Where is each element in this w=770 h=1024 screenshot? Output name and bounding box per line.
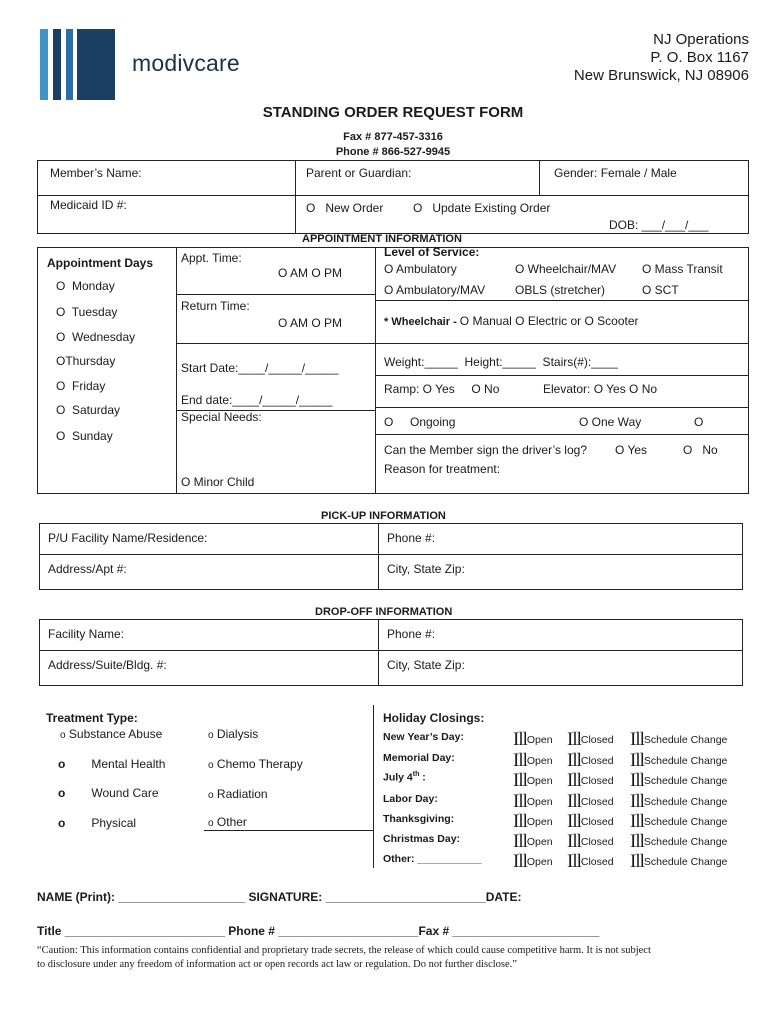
obls-radio[interactable]: OBLS (stretcher): [515, 283, 606, 297]
minor-child-radio[interactable]: O Minor Child: [181, 475, 255, 489]
checkbox-glyph-icon: Ill: [513, 811, 527, 832]
medicaid-id-field[interactable]: Medicaid ID #:: [50, 198, 127, 212]
pickup-address-field[interactable]: Address/Apt #:: [48, 562, 127, 576]
checkbox-glyph-icon: Ill: [513, 750, 527, 771]
logo-bar-light: [40, 29, 48, 100]
holiday-closed-checkbox[interactable]: [567, 750, 614, 772]
return-ampm-radio[interactable]: O AM O PM: [278, 316, 343, 330]
holiday-option-label: Open: [526, 734, 553, 746]
holiday-option-label: Closed: [580, 836, 614, 848]
checkbox-glyph-icon: Ill: [630, 770, 644, 791]
day-monday-radio[interactable]: O Monday: [56, 279, 115, 293]
special-needs-field[interactable]: Special Needs:: [181, 410, 262, 424]
checkbox-glyph-icon: Ill: [513, 791, 527, 812]
dropoff-address-field[interactable]: Address/Suite/Bldg. #:: [48, 658, 167, 672]
checkbox-glyph-icon: Ill: [567, 750, 581, 771]
day-friday-radio[interactable]: O Friday: [56, 379, 106, 393]
wheelchair-type-radios[interactable]: O Manual O Electric or O Scooter: [459, 314, 639, 328]
checkbox-glyph-icon: Ill: [567, 811, 581, 832]
holiday-closings-heading: Holiday Closings:: [383, 711, 485, 725]
pickup-facility-field[interactable]: P/U Facility Name/Residence:: [48, 531, 208, 545]
holiday-open-checkbox[interactable]: [513, 831, 553, 853]
ramp-radio[interactable]: Ramp: O Yes O No: [384, 382, 500, 396]
holiday-open-checkbox[interactable]: [513, 750, 553, 772]
holiday-option-label: Closed: [580, 796, 614, 808]
weight-height-stairs-field[interactable]: Weight:_____ Height:_____ Stairs(#):____: [384, 355, 618, 369]
address-line-2: P. O. Box 1167: [650, 49, 749, 66]
checkbox-glyph-icon: Ill: [630, 831, 644, 852]
dropoff-heading: DROP-OFF INFORMATION: [315, 606, 453, 618]
holiday-closed-checkbox[interactable]: [567, 811, 614, 833]
holiday-open-checkbox[interactable]: [513, 770, 553, 792]
holiday-schedule-change-checkbox[interactable]: [630, 851, 727, 873]
holiday-option-label: Closed: [580, 734, 614, 746]
signature-line-1[interactable]: NAME (Print): ___________________ SIGNATURE: ________________________DATE:: [37, 890, 522, 904]
gender-field[interactable]: Gender: Female / Male: [554, 166, 677, 180]
checkbox-glyph-icon: Ill: [630, 750, 644, 771]
ongoing-radio[interactable]: O Ongoing: [384, 415, 456, 429]
checkbox-glyph-icon: Ill: [513, 831, 527, 852]
dob-field[interactable]: DOB: ___/___/___: [609, 218, 709, 232]
level-of-service-label: Level of Service:: [384, 245, 480, 259]
holiday-option-label: Schedule Change: [643, 816, 728, 828]
appt-time-field[interactable]: Appt. Time:: [181, 251, 242, 265]
checkbox-glyph-icon: Ill: [513, 851, 527, 872]
holiday-option-label: Closed: [580, 775, 614, 787]
holiday-option-label: Open: [526, 796, 553, 808]
checkbox-glyph-icon: Ill: [567, 729, 581, 750]
holiday-open-checkbox[interactable]: [513, 791, 553, 813]
holiday-closed-checkbox[interactable]: [567, 851, 614, 873]
holiday-option-label: Schedule Change: [643, 836, 728, 848]
logo-bar-dark: [53, 29, 61, 100]
holiday-thanksgiving-label: Thanksgiving:: [383, 813, 455, 825]
holiday-schedule-change-checkbox[interactable]: [630, 831, 727, 853]
new-order-radio[interactable]: O New Order: [306, 201, 384, 215]
pickup-phone-field[interactable]: Phone #:: [387, 531, 436, 545]
sct-radio[interactable]: O SCT: [642, 283, 679, 297]
phone-number: Phone # 866-527-9945: [335, 146, 451, 158]
start-date-field[interactable]: Start Date:____/_____/_____: [181, 361, 339, 375]
appointment-heading: APPOINTMENT INFORMATION: [302, 233, 462, 245]
sign-log-no-radio[interactable]: O No: [683, 443, 718, 457]
treatment-other-underline: [204, 830, 373, 831]
day-wednesday-radio[interactable]: O Wednesday: [56, 330, 136, 344]
address-line-1: NJ Operations: [653, 31, 749, 48]
checkbox-glyph-icon: Ill: [567, 770, 581, 791]
treatment-chemo-therapy-radio[interactable]: o Chemo Therapy: [208, 757, 303, 771]
address-line-3: New Brunswick, NJ 08906: [573, 67, 749, 84]
holiday-closed-checkbox[interactable]: [567, 791, 614, 813]
holiday-schedule-change-checkbox[interactable]: [630, 770, 727, 792]
blank-option-radio[interactable]: O: [694, 415, 704, 429]
treatment-type-heading: Treatment Type:: [46, 711, 138, 725]
guardian-field[interactable]: Parent or Guardian:: [306, 166, 412, 180]
return-time-field[interactable]: Return Time:: [181, 299, 250, 313]
pickup-heading: PICK-UP INFORMATION: [321, 510, 446, 522]
holiday-new-years-label: New Year’s Day:: [383, 731, 464, 743]
appt-ampm-radio[interactable]: O AM O PM: [278, 266, 343, 280]
holiday-closed-checkbox[interactable]: [567, 831, 614, 853]
checkbox-glyph-icon: Ill: [630, 811, 644, 832]
holiday-closed-checkbox[interactable]: [567, 770, 614, 792]
holiday-christmas-label: Christmas Day:: [383, 833, 461, 845]
fax-number: Fax # 877-457-3316: [343, 131, 443, 143]
member-name-field[interactable]: Member’s Name:: [50, 166, 142, 180]
appointment-days-heading: Appointment Days: [47, 256, 154, 270]
day-saturday-radio[interactable]: O Saturday: [56, 403, 121, 417]
treatment-wound-care-radio[interactable]: o Wound Care: [58, 786, 159, 800]
treatment-radiation-radio[interactable]: o Radiation: [208, 787, 268, 801]
holiday-open-checkbox[interactable]: [513, 851, 553, 873]
holiday-schedule-change-checkbox[interactable]: [630, 811, 727, 833]
holiday-open-checkbox[interactable]: [513, 811, 553, 833]
holiday-schedule-change-checkbox[interactable]: [630, 791, 727, 813]
wheelchair-mav-radio[interactable]: O Wheelchair/MAV: [515, 262, 617, 276]
dropoff-facility-field[interactable]: Facility Name:: [48, 627, 125, 641]
holiday-option-label: Closed: [580, 816, 614, 828]
treatment-substance-abuse-radio[interactable]: o Substance Abuse: [60, 727, 163, 741]
day-thursday-radio[interactable]: OThursday: [56, 354, 116, 368]
logo-block: [77, 29, 115, 100]
treatment-other-radio[interactable]: o Other: [208, 815, 247, 829]
holiday-option-label: Schedule Change: [643, 796, 728, 808]
holiday-option-label: Schedule Change: [643, 856, 728, 868]
holiday-july4-label: July 4th :: [383, 771, 426, 784]
checkbox-glyph-icon: Ill: [513, 770, 527, 791]
page-title: STANDING ORDER REQUEST FORM: [262, 104, 524, 121]
checkbox-glyph-icon: Ill: [567, 791, 581, 812]
mass-transit-radio[interactable]: O Mass Transit: [642, 262, 723, 276]
holiday-labor-label: Labor Day:: [383, 793, 438, 805]
treatment-physical-radio[interactable]: o Physical: [58, 816, 137, 830]
wheelchair-type-row: [384, 314, 639, 328]
treatment-dialysis-radio[interactable]: o Dialysis: [208, 727, 259, 741]
pickup-city-field[interactable]: City, State Zip:: [387, 562, 465, 576]
holiday-other-label: Other: ___________: [383, 853, 482, 865]
signature-line-2[interactable]: Title ________________________ Phone # _____________________Fax # ______________________: [37, 924, 600, 938]
holiday-memorial-label: Memorial Day:: [383, 752, 455, 764]
ambulatory-radio[interactable]: O Ambulatory: [384, 262, 457, 276]
reason-for-treatment-field[interactable]: Reason for treatment:: [384, 462, 501, 476]
holiday-schedule-change-checkbox[interactable]: [630, 729, 727, 751]
checkbox-glyph-icon: Ill: [513, 729, 527, 750]
logo-wordmark: modivcare: [132, 50, 240, 76]
elevator-radio[interactable]: Elevator: O Yes O No: [543, 382, 658, 396]
holiday-option-label: Open: [526, 836, 553, 848]
day-tuesday-radio[interactable]: O Tuesday: [56, 305, 118, 319]
treatment-divider: [373, 705, 374, 868]
caution-line-2: to disclosure under any freedom of information act or open records act law or regulation. Do not further disclose.”: [37, 959, 517, 970]
treatment-mental-health-radio[interactable]: o Mental Health: [58, 757, 166, 771]
holiday-option-label: Schedule Change: [643, 755, 728, 767]
checkbox-glyph-icon: Ill: [567, 851, 581, 872]
caution-line-1: “Caution: This information contains confidential and proprietary trade secrets, the release of which could cause competitive harm. It is not subject: [37, 945, 651, 956]
end-date-field[interactable]: End date:____/_____/_____: [181, 393, 333, 407]
holiday-option-label: Schedule Change: [643, 775, 728, 787]
holiday-option-label: Open: [526, 856, 553, 868]
holiday-option-label: Open: [526, 755, 553, 767]
wheelchair-type-label: * Wheelchair -: [384, 316, 460, 328]
checkbox-glyph-icon: Ill: [567, 831, 581, 852]
one-way-radio[interactable]: O One Way: [579, 415, 642, 429]
holiday-schedule-change-checkbox[interactable]: [630, 750, 727, 772]
logo-bar-blue: [66, 29, 73, 100]
checkbox-glyph-icon: Ill: [630, 791, 644, 812]
update-order-radio[interactable]: O Update Existing Order: [413, 201, 551, 215]
holiday-option-label: Open: [526, 816, 553, 828]
dropoff-phone-field[interactable]: Phone #:: [387, 627, 436, 641]
sign-log-yes-radio[interactable]: O Yes: [615, 443, 648, 457]
dropoff-city-field[interactable]: City, State Zip:: [387, 658, 465, 672]
checkbox-glyph-icon: Ill: [630, 851, 644, 872]
ambulatory-mav-radio[interactable]: O Ambulatory/MAV: [384, 283, 486, 297]
sign-log-question: Can the Member sign the driver’s log?: [384, 443, 587, 457]
holiday-closed-checkbox[interactable]: [567, 729, 614, 751]
day-sunday-radio[interactable]: O Sunday: [56, 429, 113, 443]
holiday-option-label: Open: [526, 775, 553, 787]
checkbox-glyph-icon: Ill: [630, 729, 644, 750]
holiday-option-label: Schedule Change: [643, 734, 728, 746]
holiday-open-checkbox[interactable]: [513, 729, 553, 751]
holiday-option-label: Closed: [580, 856, 614, 868]
holiday-option-label: Closed: [580, 755, 614, 767]
